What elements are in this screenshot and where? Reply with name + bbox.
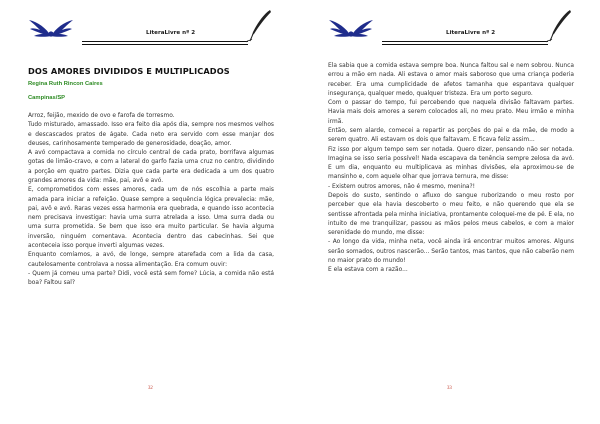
right-page-body <box>328 62 574 275</box>
paragraph: Ela sabia que a comida estava sempre boa. Nunca faltou sal e nem sobrou. Nunca errou a mão em nada. Ali estava o amor mais saboroso que uma criança poderia receber. Era uma cumplicidade de afetos tamanha que espantava qualquer insegurança, qualquer medo, qualquer tristeza. Era um porto seguro. <box>328 63 574 97</box>
paragraph: Arroz, feijão, mexido de ovo e farofa de torresmo. <box>28 113 175 119</box>
page-number: 33 <box>447 386 452 391</box>
quill-icon <box>244 8 274 44</box>
paragraph: - Quem já comeu uma parte? Didi, você está sem fome? Lúcia, a comida não está boa? Faltou sal? <box>28 270 274 287</box>
page-header <box>28 8 274 50</box>
paragraph: Fiz isso por algum tempo sem ser notada. Quero dizer, pensando não ser notada. Imagina se isso seria possível! Nada escapava da tenência sempre zelosa da avó. E um dia, enquanto eu multiplicava as minhas divisões, ela aproximou-se de mansinho e, com aquele olhar que jorrava ternura, me disse: <box>328 146 574 181</box>
paragraph: Tudo misturado, amassado. Isso era feito dia após dia, sempre nos mesmos velhos e descascados pratos de ágate. Cada neto era servido com esse manjar dos deuses, carinhosamente temperado de generosidade, doação, amor. <box>28 122 274 147</box>
header-rule <box>382 41 548 42</box>
right-page <box>300 0 600 424</box>
winged-emblem-icon <box>328 14 374 42</box>
story-title: DOS AMORES DIVIDIDOS E MULTIPLICADOS <box>28 66 230 76</box>
header-title: LiteraLivre nº 2 <box>446 30 496 36</box>
author-location: Campinas/SP <box>28 95 66 101</box>
paragraph: E ela estava com a razão... <box>328 267 408 274</box>
winged-emblem-icon <box>28 14 74 42</box>
page-header <box>328 8 574 50</box>
paragraph: A avó compactava a comida no círculo central de cada prato, borrifava algumas gotas de limão-cravo, e com a lateral do garfo fazia uma cruz no centro, dividindo a porção em quatro partes. Dizia que cada parte era dedicada a um dos quatro grandes amores da vida: mãe, pai, avô e avó. <box>28 150 274 184</box>
paragraph: Então, sem alarde, comecei a repartir as porções do pai e da mãe, de modo a serem quatro. Ali estavam os dois que faltavam. E ficava feliz assim... <box>328 127 574 144</box>
paragraph: Enquanto comíamos, a avó, de longe, sempre atarefada com a lida da casa, cautelosamente controlava a nossa alimentação. Era comum ouvir: <box>28 252 274 268</box>
header-rule <box>82 41 248 42</box>
author-name: Regina Ruth Rincon Caires <box>28 81 103 87</box>
quill-icon <box>544 8 574 44</box>
header-title: LiteraLivre nº 2 <box>146 30 196 36</box>
paragraph: E, comprometidos com esses amores, cada um de nós escolhia a parte mais amada para iniciar a refeição. Quase sempre a sequência lógica prevalecia: mãe, pai, avô e avó. Raras vezes essa harmonia era quebrada, e quando isso acontecia nem precisava investigar: havia uma surra atrelada a isso. Uma surra dada ou uma surra prometida. Se bem que isso era muito particular. Se havia alguma inversão, ninguém comentava. Acontecia dentro das cabecinhas. Sei que aconteceia isso porque inverti algumas vezes. <box>28 187 274 249</box>
header-rule-thin <box>82 44 248 45</box>
paragraph: - Existem outros amores, não é mesmo, menina?! <box>328 183 476 190</box>
paragraph: Depois do susto, sentindo o afluxo do sangue ruborizando o meu rosto por perceber que ela havia descoberto o meu feito, e não querendo que ela se sentisse afrontada pela minha iniciativa, prontamente coloquei-me de pé. E ela, no intuito de me tranquilizar, passou as mãos pelos meus cabelos, e com a maior serenidade do mundo, me disse: <box>328 192 574 237</box>
paragraph: Com o passar do tempo, fui percebendo que naquela divisão faltavam partes. Havia mais dois amores a serem colocados ali, no meu prato. Meu irmão e minha irmã. <box>328 100 574 125</box>
paragraph: - Ao longo da vida, minha neta, você ainda irá encontrar muitos amores. Alguns serão somados, outros nascerão... Serão tantos, mas tantos, que não caberão nem no maior prato do mundo! <box>328 239 574 264</box>
left-page-body <box>28 112 274 288</box>
header-rule-thin <box>382 44 548 45</box>
page-number: 32 <box>148 386 153 391</box>
